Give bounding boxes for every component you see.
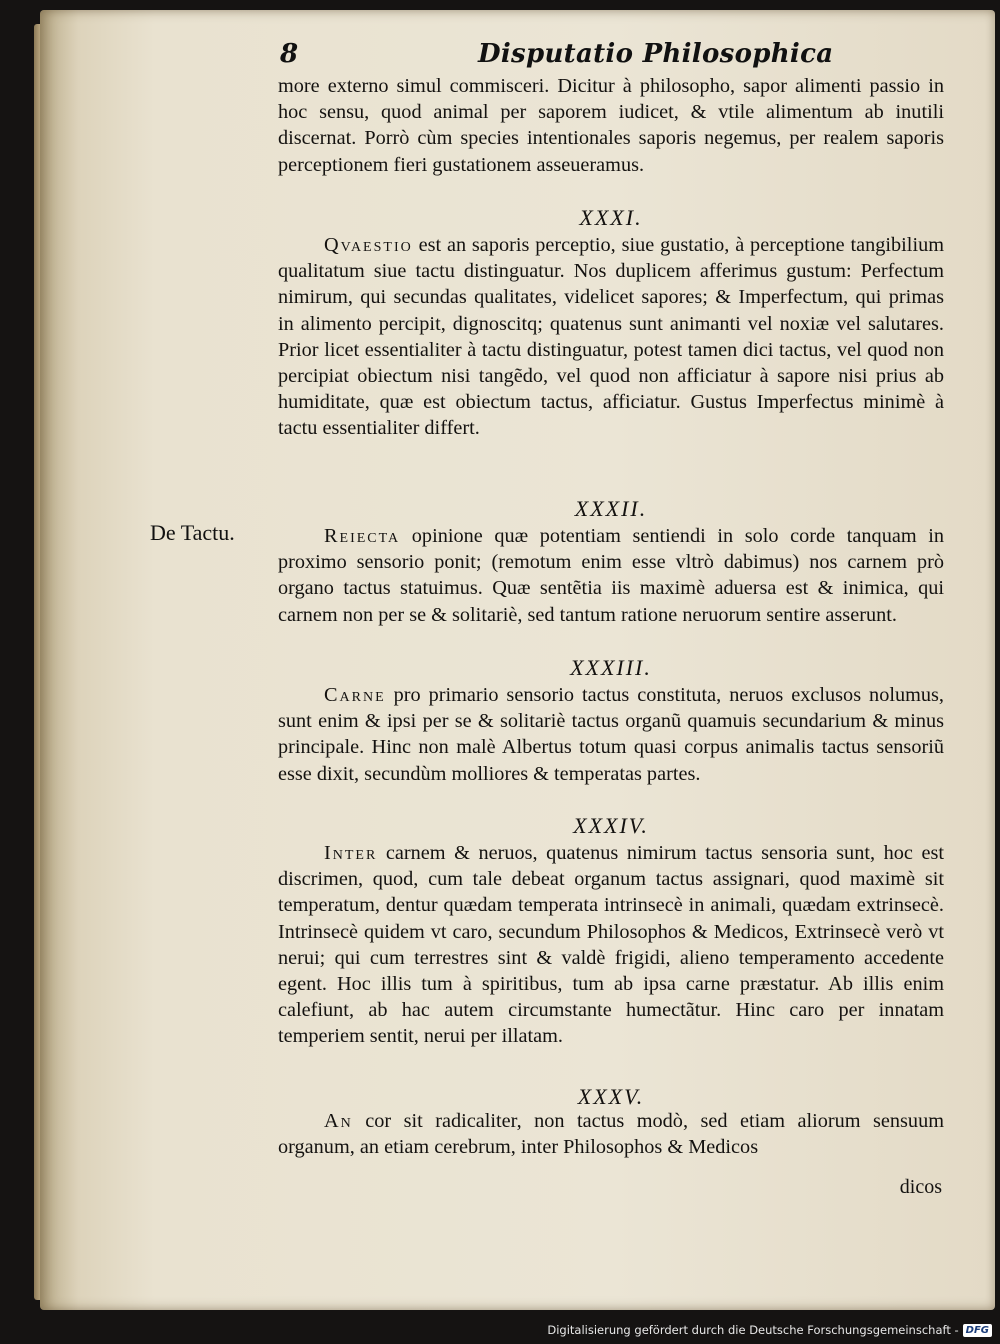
digitization-footer (547, 1319, 992, 1341)
paragraph-33 (278, 682, 944, 787)
lead-word: An (324, 1110, 353, 1132)
paragraph-text: carnem & neruos, quatenus nimirum tactus sensoria sunt, hoc est discrimen, quod, cum tale debeat organum tactus assignari, quod maximè sit temperatum, dentur quædam temperata intrinsecè in animali, quædam extrinsecè. Intrinsecè quidem vt caro, secundum Philosophos & Medicos, Extrinsecè verò vt nerui; qui cum terrestres sint & valdè frigidi, alieno temperamento accedente egent. Hoc illis tum à spiritibus, tum ab ipsa carne præstatur. Ab illis enim calefiunt, ab hac autem circumstante humectãtur. Hinc caro per innatam temperiem sentit, nerui per illatam. (278, 842, 944, 1048)
section-heading-31: XXXI. (579, 205, 643, 230)
page-header (40, 37, 995, 73)
paragraph-continuation (278, 73, 944, 178)
catchword: dicos (899, 1176, 942, 1198)
paragraph-text: cor sit radicaliter, non tactus modò, sed etiam aliorum sensuum organum, an etiam cerebrum, inter Philosophos & Medicos (278, 1110, 944, 1159)
page-number: 8 (280, 39, 299, 69)
paragraph-text: est an saporis perceptio, siue gustatio, à perceptione tangibilium qualitatum siue tactu distinguatur. Nos duplicem afferimus gustum: Perfectum nimirum, qui secundas qualitates, videlicet sapores; & Imperfectum, qui primas in alimento percipit, dignoscitq; quatenus sunt animanti vel noxiæ vel salutares. Prior licet essentialiter à tactu distinguatur, potest tamen dici tactus, vel quod non percipiat obiectum nisi tangẽdo, vel quod non afficiatur à sapore nisi prius ab humiditate, quæ est obiectum tactus, afficiatur. Gustus Imperfectus minimè à tactu essentialiter differt. (278, 234, 944, 440)
paragraph-text: more externo simul commisceri. Dicitur à philosopho, sapor alimenti passio in hoc sensu, quod animal per saporem iudicet, & vtile alimentum ab inutili discernat. Porrò cùm species intentionales saporis negemus, per realem saporis perceptionem fieri gustationem asseueramus. (278, 75, 944, 176)
paragraph-32 (278, 523, 944, 628)
lead-word: Reiecta (324, 525, 401, 547)
paragraph-35 (278, 1108, 944, 1160)
margin-note: De Tactu. (150, 520, 235, 545)
lead-word: Qvaestio (324, 234, 413, 256)
footer-text: Digitalisierung gefördert durch die Deutsche Forschungsgemeinschaft - (547, 1323, 959, 1337)
section-heading-35: XXXV. (577, 1084, 645, 1109)
lead-word: Inter (324, 842, 378, 864)
paragraph-34 (278, 840, 944, 1050)
paragraph-text: pro primario sensorio tactus constituta, neruos exclusos nolumus, sunt enim & ipsi per se & solitariè tactus organũ quamuis secundarium & minus principale. Hinc non malè Albertus totum quasi corpus animalis tactus sensoriũ esse dixit, secundùm molliores & temperatas partes. (278, 684, 944, 785)
running-title: Disputatio Philosophica (478, 39, 834, 69)
paragraph-31 (278, 232, 944, 442)
section-heading-32: XXXII. (574, 496, 648, 521)
paragraph-text: opinione quæ potentiam sentiendi in solo corde tanquam in proximo sensorio ponit; (remotum enim esse vltrò dabimus) nos carnem prò organo tactus statuimus. Quæ sentẽtia iis maximè aduersa est & inimica, qui carnem non per se & solitariè, sed tantum ratione neruorum sentire asserunt. (278, 525, 944, 626)
book-page (40, 10, 995, 1310)
section-heading-33: XXXIII. (570, 655, 652, 680)
lead-word: Carne (324, 684, 386, 706)
section-heading-34: XXXIV. (573, 813, 649, 838)
dfg-logo: DFG (963, 1324, 992, 1337)
